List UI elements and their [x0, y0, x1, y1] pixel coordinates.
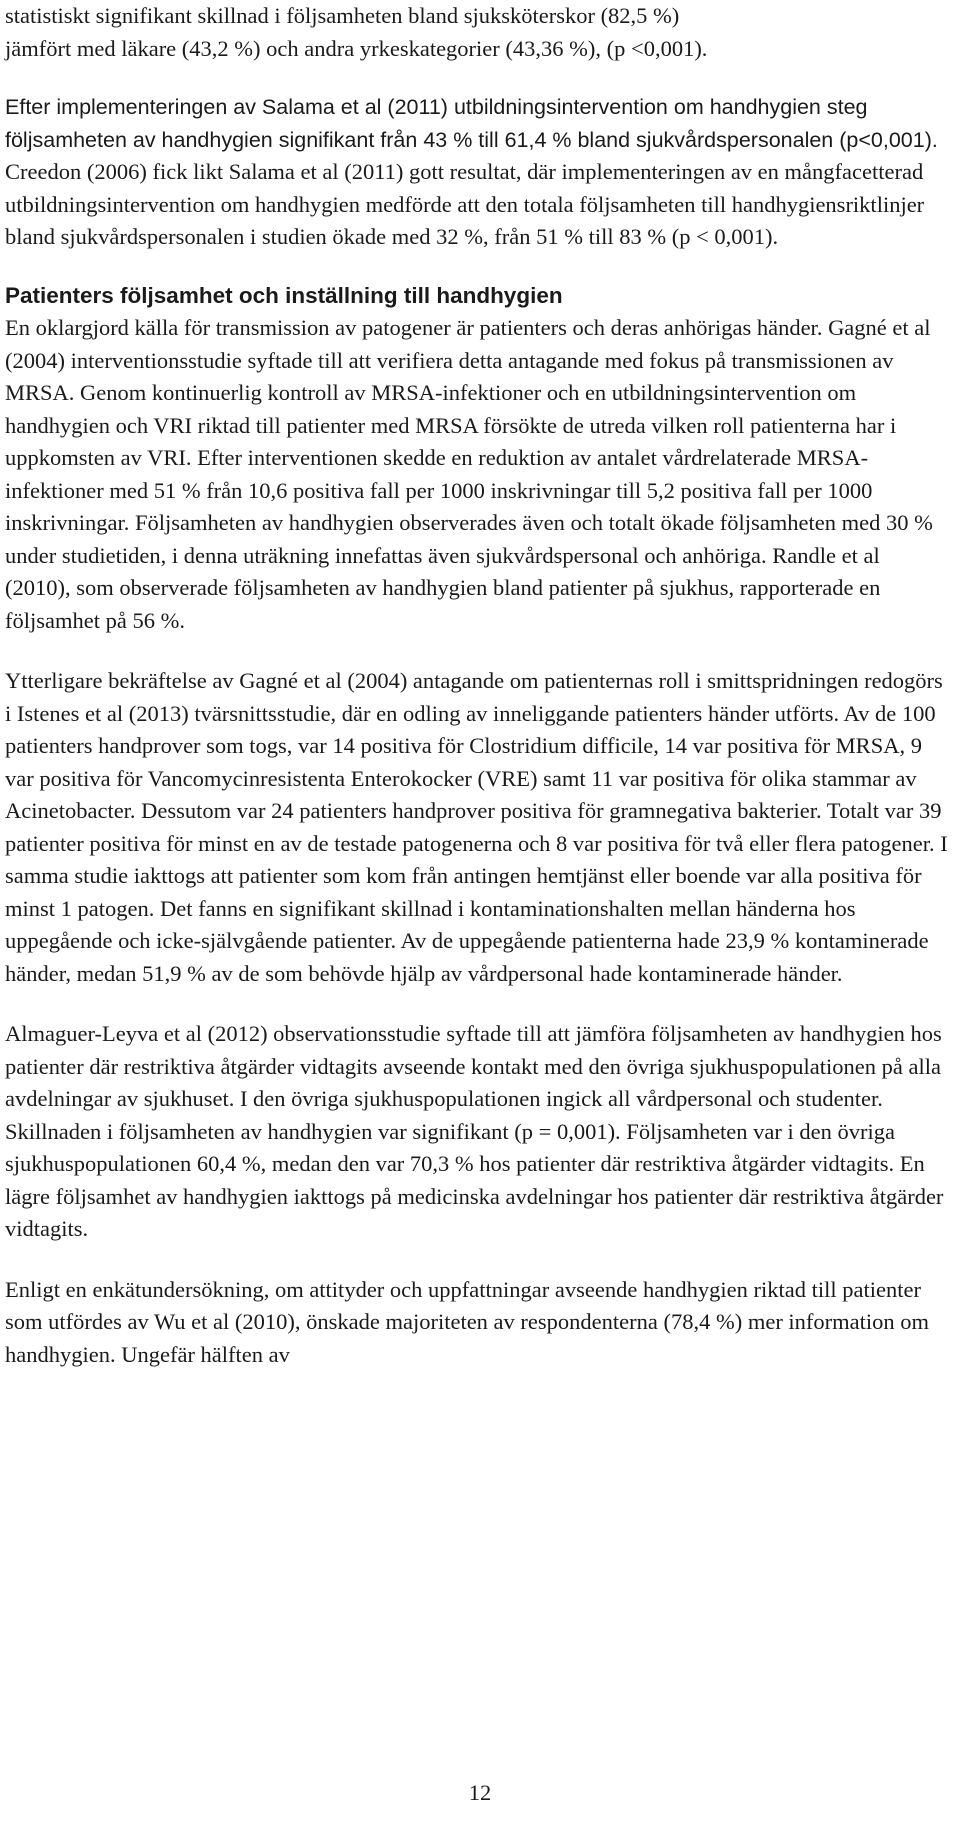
- paragraph-salama-creedon: [5, 91, 950, 254]
- paragraph-istenes: Ytterligare bekräftelse av Gagné et al (2004) antagande om patienternas roll i smittspridningen redogörs i Istenes et al (2013) tvärsnittsstudie, där en odling av inneliggande patienters händer utförts. Av de 100 patienters handprover som togs, var 14 positiva för Clostridium difficile, 14 var positiva för MRSA, 9 var positiva för Vancomycinresistenta Enterokocker (VRE) samt 11 var positiva för olika stammar av Acinetobacter. Dessutom var 24 patienters handprover positiva för gramnegativa bakterier. Totalt var 39 patienter positiva för minst en av de testade patogenerna och 8 var positiva för två eller flera patogener. I samma studie iakttogs att patienter som kom från antingen hemtjänst eller boende var alla positiva för minst 1 patogen. Det fanns en signifikant skillnad i kontaminationshalten mellan händerna hos uppegående och icke-självgående patienter. Av de uppegående patienterna hade 23,9 % kontaminerade händer, medan 51,9 % av de som behövde hjälp av vårdpersonal hade kontaminerade händer.: [5, 668, 948, 986]
- intro-line-1: statistiskt signifikant skillnad i följsamheten bland sjuksköterskor (82,5 %): [5, 3, 680, 28]
- paragraph-wu: Enligt en enkätundersökning, om attityder och uppfattningar avseende handhygien riktad till patienter som utfördes av Wu et al (2010), önskade majoriteten av respondenterna (78,4 %) mer information om handhygien. Ungefär hälften av: [5, 1276, 930, 1367]
- paragraph-creedon-text: Creedon (2006) fick likt Salama et al (2011) gott resultat, där implementeringen av en mångfacetterad utbildningsintervention om handhygien medförde att den totala följsamheten till handhygiensriktlinjer bland sjukvårdspersonalen i studien ökade med 32 %, från 51 % till 83 % (p < 0,001).: [5, 159, 925, 249]
- paragraph-gagne: En oklargjord källa för transmission av patogener är patienters och deras anhörigas händer. Gagné et al (2004) interventionsstudie syftade till att verifiera detta antagande med fokus på transmissionen av MRSA. Genom kontinuerlig kontroll av MRSA-infektioner och en utbildningsintervention om handhygien och VRI riktad till patienter med MRSA försökte de utreda vilken roll patienterna har i uppkomsten av VRI. Efter interventionen skedde en reduktion av antalet vårdrelaterade MRSA-infektioner med 51 % från 10,6 positiva fall per 1000 inskrivningar till 5,2 positiva fall per 1000 inskrivningar. Följsamheten av handhygien observerades även och totalt ökade följsamheten med 30 % under studietiden, i denna uträkning innefattas även sjukvårdspersonal och anhöriga. Randle et al (2010), som observerade följsamheten av handhygien bland patienter på sjukhus, rapporterade en följsamhet på 56 %.: [5, 315, 933, 633]
- paragraph-salama-text: Efter implementeringen av Salama et al (2011) utbildningsintervention om handhygien steg följsamheten av handhygien signifikant från 43 % till 61,4 % bland sjukvårdspersonalen (p<0,001).: [5, 95, 938, 152]
- intro-paragraph: [5, 0, 950, 65]
- page-number: 12: [468, 1780, 492, 1805]
- section-heading: Patienters följsamhet och inställning till handhygien: [5, 282, 563, 308]
- paragraph-almaguer: Almaguer-Leyva et al (2012) observationsstudie syftade till att jämföra följsamheten av handhygien hos patienter där restriktiva åtgärder vidtagits avseende kontakt med den övriga sjukhuspopulationen på alla avdelningar av sjukhuset. I den övriga sjukhuspopulationen ingick all vårdpersonal och studenter. Skillnaden i följsamheten av handhygien var signifikant (p = 0,001). Följsamheten var i den övriga sjukhuspopulationen 60,4 %, medan den var 70,3 % hos patienter där restriktiva åtgärder vidtagits. En lägre följsamhet av handhygien iakttogs på medicinska avdelningar hos patienter där restriktiva åtgärder vidtagits.: [5, 1021, 944, 1241]
- document-page: [5, 0, 950, 1371]
- intro-line-2: jämfört med läkare (43,2 %) och andra yrkeskategorier (43,36 %), (p <0,001).: [5, 35, 708, 61]
